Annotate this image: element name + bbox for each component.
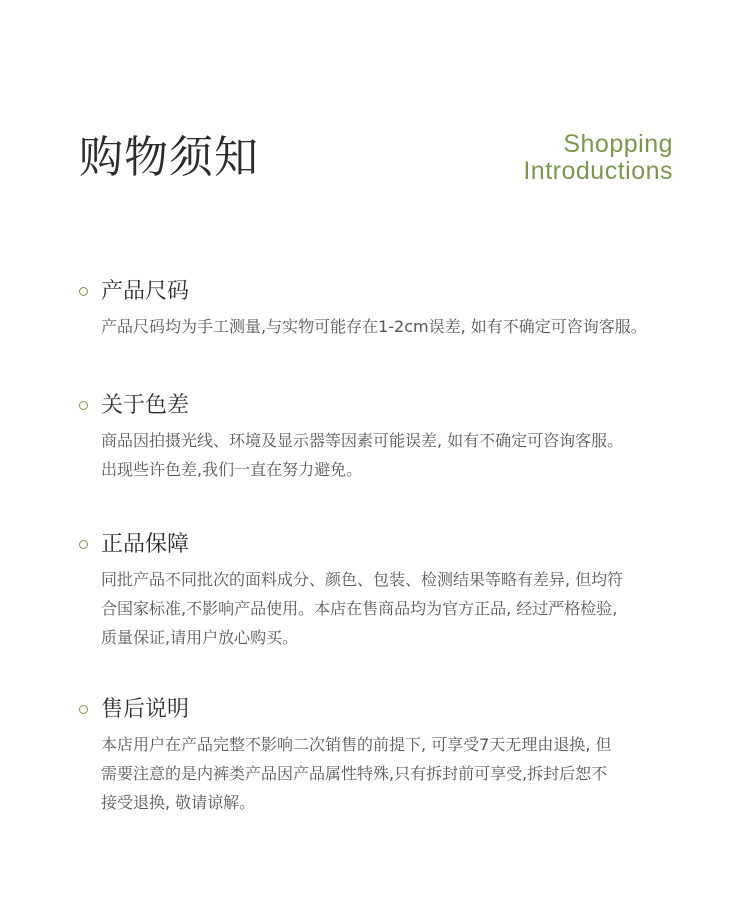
page-header	[0, 0, 750, 230]
section-after-sales	[79, 695, 689, 817]
section-title: 关于色差	[101, 393, 190, 418]
body-line: 质量保证,请用户放心购买。	[101, 628, 299, 647]
section-header	[79, 530, 689, 562]
subtitle-line-1: Shopping	[563, 130, 673, 158]
page-title: 购物须知	[79, 132, 259, 183]
section-header	[79, 695, 689, 727]
section-product-size	[79, 277, 689, 341]
circle-bullet-icon	[79, 540, 88, 549]
body-line: 本店用户在产品完整不影响二次销售的前提下, 可享受7天无理由退换, 但	[101, 735, 612, 754]
circle-bullet-icon	[79, 287, 88, 296]
section-body	[101, 565, 691, 652]
section-header	[79, 277, 689, 309]
section-title: 售后说明	[101, 697, 190, 722]
circle-bullet-icon	[79, 705, 88, 714]
body-line: 商品因拍摄光线、环境及显示器等因素可能误差, 如有不确定可咨询客服。	[101, 431, 624, 450]
section-header	[79, 391, 689, 423]
section-body	[101, 312, 691, 341]
section-body	[101, 730, 691, 817]
page-subtitle	[523, 131, 673, 185]
body-line: 产品尺码均为手工测量,与实物可能存在1-2cm误差, 如有不确定可咨询客服。	[101, 317, 647, 336]
section-title: 产品尺码	[101, 279, 190, 304]
section-title: 正品保障	[101, 532, 190, 557]
subtitle-line-2: Introductions	[523, 157, 673, 185]
section-authenticity-guarantee	[79, 530, 689, 652]
body-line: 同批产品不同批次的面料成分、颜色、包装、检测结果等略有差异, 但均符	[101, 570, 624, 589]
body-line: 接受退换, 敬请谅解。	[101, 793, 256, 812]
body-line: 出现些许色差,我们一直在努力避免。	[101, 460, 363, 479]
body-line: 合国家标准,不影响产品使用。本店在售商品均为官方正品, 经过严格检验,	[101, 599, 618, 618]
section-color-difference	[79, 391, 689, 484]
circle-bullet-icon	[79, 401, 88, 410]
body-line: 需要注意的是内裤类产品因产品属性特殊,只有拆封前可享受,拆封后恕不	[101, 764, 608, 783]
section-body	[101, 426, 691, 484]
